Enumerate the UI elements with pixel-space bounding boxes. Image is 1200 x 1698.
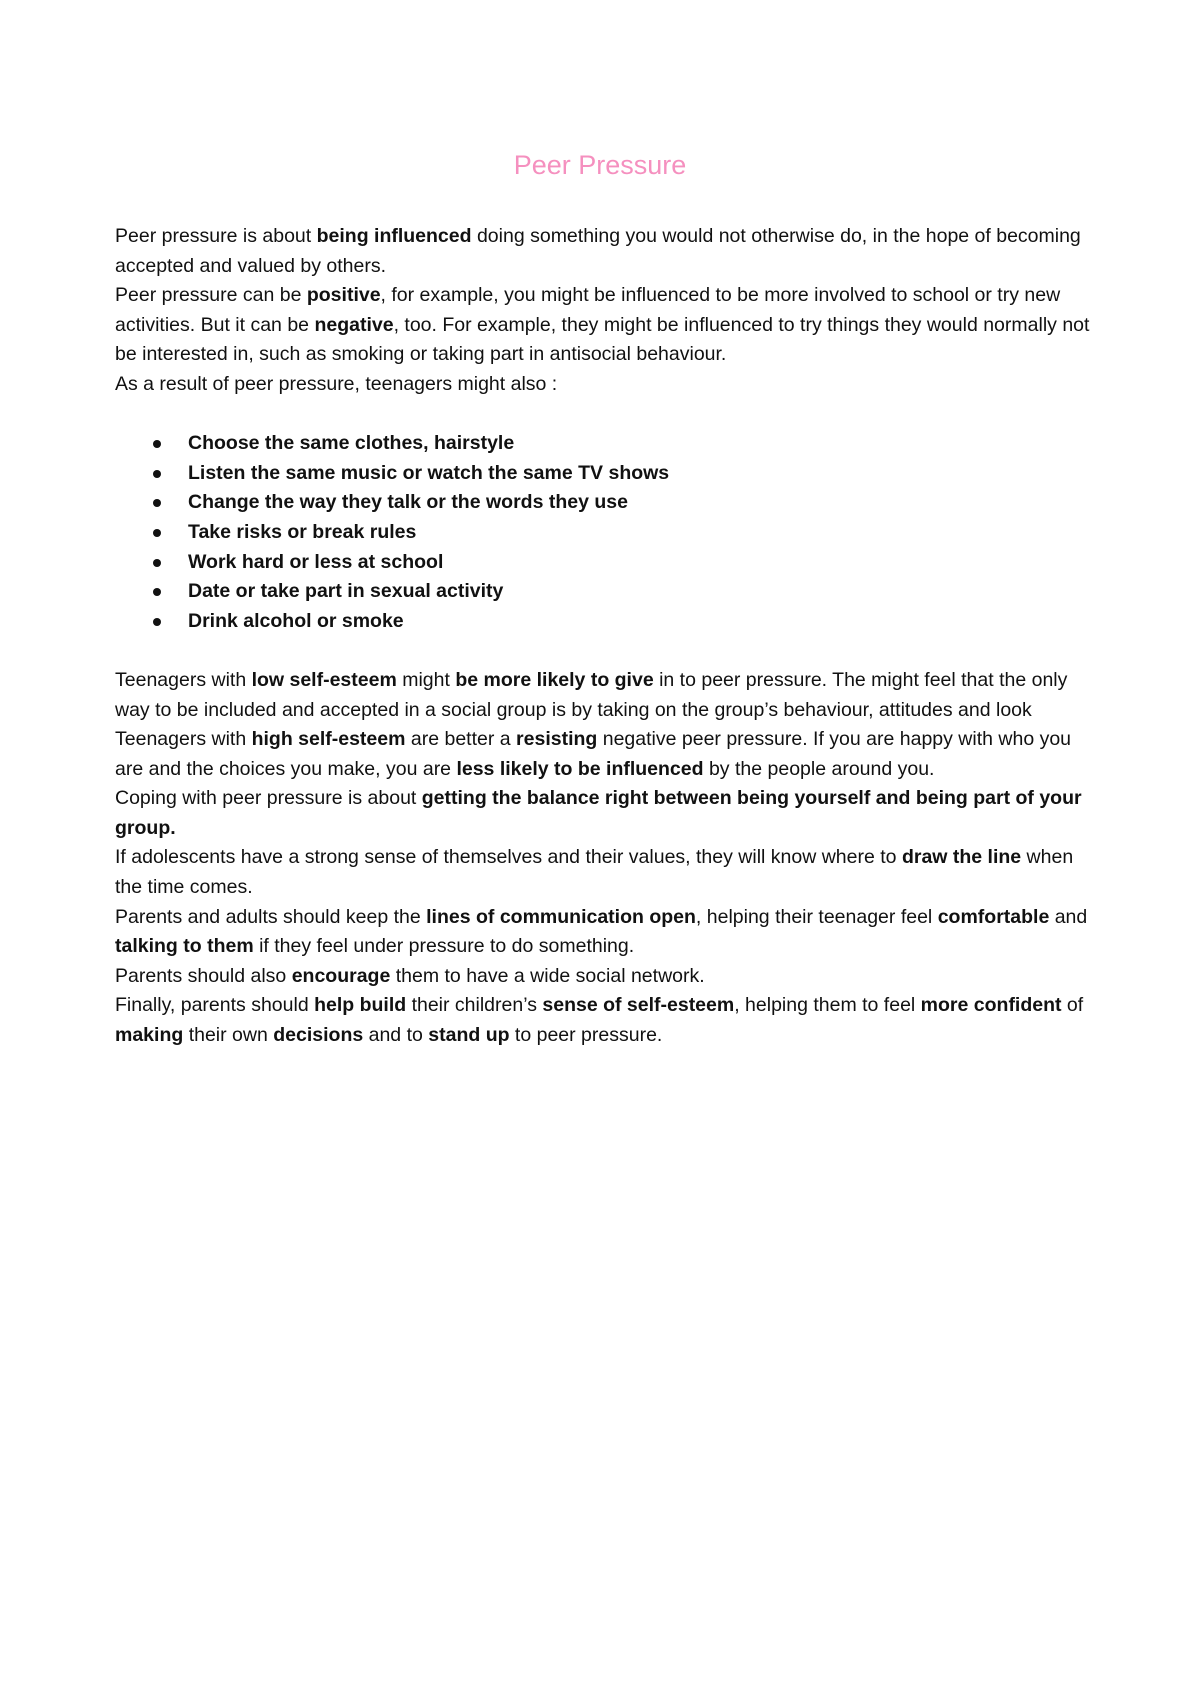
bold-text: more confident [920, 994, 1062, 1017]
list-item-label: Listen the same music or watch the same TV shows [188, 461, 670, 484]
text-run: , for example, you might be influenced to be more involved to school or try new activities. But it can be [115, 284, 1061, 336]
text-run: and to [363, 1024, 429, 1047]
text-run: might [396, 668, 456, 691]
bullet-icon [153, 618, 161, 626]
text-run: doing something you would not otherwise do, in the hope of becoming accepted and valued by others. [115, 225, 1081, 277]
bold-text: decisions [273, 1024, 364, 1047]
bold-text: negative [314, 313, 394, 336]
bold-text: positive [306, 284, 381, 307]
paragraph [115, 843, 1095, 902]
bold-text: being influenced [316, 225, 472, 247]
text-run: , helping their teenager feel [695, 905, 938, 928]
document-body [115, 222, 1095, 1051]
list-item [115, 518, 1095, 548]
text-run: when the time comes. [115, 846, 1074, 899]
paragraph [115, 784, 1095, 843]
text-run: are better a [405, 728, 517, 751]
bullet-icon [153, 470, 161, 478]
list-item-label: Choose the same clothes, hairstyle [188, 432, 515, 455]
bold-text: help build [314, 994, 407, 1017]
text-run: Parents and adults should keep the [115, 905, 427, 928]
bold-text: be more likely to give [455, 668, 654, 691]
bold-text: resisting [516, 728, 598, 751]
text-run: in to peer pressure. The might feel that the only way to be included and accepted in a social group is by taking on the group’s behaviour, attitudes and look [115, 668, 1068, 721]
paragraph [115, 222, 1095, 281]
text-run: If adolescents have a strong sense of themselves and their values, they will know where to [115, 846, 902, 869]
list-item [115, 459, 1095, 489]
bold-text: lines of communication open [426, 905, 696, 928]
bold-text: encourage [291, 964, 391, 987]
bullet-icon [153, 529, 161, 537]
text-run: , helping them to feel [734, 994, 921, 1017]
bullet-icon [153, 588, 161, 596]
text-run: Teenagers with [115, 728, 252, 751]
paragraph [115, 991, 1095, 1050]
bold-text: getting the balance right between being yourself and being part of your group. [115, 787, 1082, 839]
bold-text: making [115, 1024, 184, 1047]
spacer [115, 400, 1095, 430]
document-title: Peer Pressure [513, 150, 687, 180]
bold-text: less likely to be influenced [456, 757, 704, 780]
text-run: to peer pressure. [509, 1024, 663, 1047]
text-run: and [1049, 905, 1088, 928]
list-item-label: Take risks or break rules [188, 520, 417, 543]
bullet-icon [153, 440, 161, 448]
bold-text: sense of self-esteem [542, 994, 735, 1017]
bold-text: stand up [428, 1024, 510, 1047]
text-run: Parents should also [115, 964, 292, 987]
bold-text: low self-esteem [251, 668, 397, 691]
text-run: if they feel under pressure to do something. [253, 935, 635, 958]
text-run: their children’s [406, 994, 543, 1017]
text-run: Peer pressure can be [115, 284, 307, 307]
spacer [115, 636, 1095, 666]
paragraph [115, 281, 1095, 370]
text-run: , too. For example, they might be influenced to try things they would normally not be interested in, such as smoking or taking part in antisocial behaviour. [115, 313, 1090, 366]
bold-text: comfortable [937, 905, 1050, 928]
list-item-label: Change the way they talk or the words they use [188, 491, 628, 514]
text-run: them to have a wide social network. [390, 964, 705, 987]
text-run: Peer pressure is about [115, 225, 317, 247]
text-run: negative peer pressure. If you are happy with who you are and the choices you make, you are [115, 728, 1072, 780]
paragraph [115, 962, 1095, 992]
text-run: Teenagers with [115, 668, 252, 691]
list-item-label: Drink alcohol or smoke [188, 609, 404, 632]
text-run: As a result of peer pressure, teenagers might also : [115, 372, 558, 395]
bold-text: draw the line [901, 846, 1022, 869]
bullet-list [115, 429, 1095, 636]
bullet-icon [153, 559, 161, 567]
list-item-label: Work hard or less at school [188, 550, 444, 573]
paragraph [115, 666, 1095, 725]
bold-text: talking to them [115, 935, 254, 958]
text-run: by the people around you. [703, 757, 935, 780]
list-item [115, 548, 1095, 578]
paragraph [115, 370, 1095, 400]
bullet-icon [153, 499, 161, 507]
text-run: Coping with peer pressure is about [115, 787, 422, 810]
list-item [115, 607, 1095, 637]
text-run: their own [183, 1024, 274, 1047]
list-item [115, 488, 1095, 518]
list-item [115, 429, 1095, 459]
paragraph [115, 725, 1095, 784]
paragraph [115, 903, 1095, 962]
text-run: Finally, parents should [115, 994, 315, 1017]
list-item [115, 577, 1095, 607]
list-item-label: Date or take part in sexual activity [188, 580, 504, 603]
intro-section [115, 222, 1095, 400]
bold-text: high self-esteem [251, 728, 406, 751]
body-section [115, 666, 1095, 1051]
text-run: of [1061, 994, 1084, 1017]
